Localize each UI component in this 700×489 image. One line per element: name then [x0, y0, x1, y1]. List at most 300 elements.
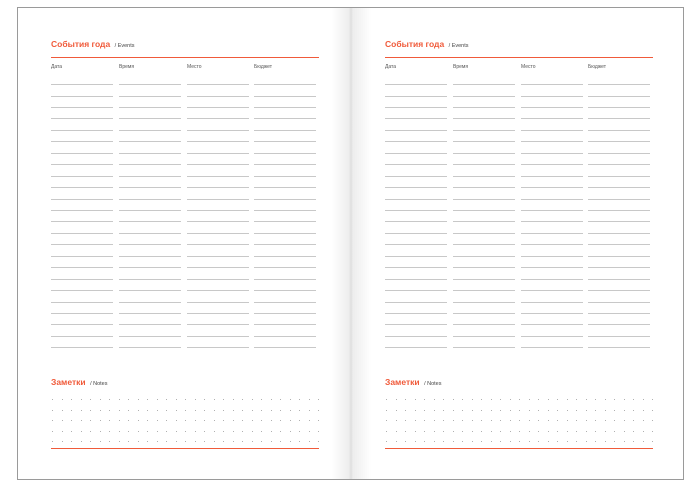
grid-dot [529, 420, 530, 421]
table-cell-line[interactable] [187, 118, 249, 119]
table-cell-line[interactable] [521, 347, 583, 348]
table-cell-line[interactable] [588, 96, 650, 97]
grid-dot [109, 441, 110, 442]
grid-dot [491, 431, 492, 432]
grid-dot [176, 410, 177, 411]
table-cell-line[interactable] [187, 199, 249, 200]
table-cell-line[interactable] [254, 164, 316, 165]
table-cell-line[interactable] [51, 256, 113, 257]
table-cell-line[interactable] [385, 336, 447, 337]
table-cell-line[interactable] [588, 221, 650, 222]
table-cell-line[interactable] [187, 233, 249, 234]
table-cell-line[interactable] [187, 153, 249, 154]
table-cell-line[interactable] [187, 336, 249, 337]
grid-dot [252, 399, 253, 400]
grid-dot [309, 410, 310, 411]
grid-dot [138, 441, 139, 442]
grid-dot [233, 420, 234, 421]
grid-dot [138, 431, 139, 432]
table-cell-line[interactable] [588, 118, 650, 119]
table-cell-line[interactable] [588, 324, 650, 325]
grid-dot [443, 420, 444, 421]
table-cell-line[interactable] [453, 141, 515, 142]
table-cell-line[interactable] [453, 347, 515, 348]
grid-dot [157, 420, 158, 421]
table-cell-line[interactable] [453, 336, 515, 337]
table-cell-line[interactable] [51, 210, 113, 211]
table-cell-line[interactable] [119, 267, 181, 268]
table-cell-line[interactable] [51, 347, 113, 348]
grid-dot [52, 431, 53, 432]
table-cell-line[interactable] [453, 233, 515, 234]
table-cell-line[interactable] [521, 336, 583, 337]
table-cell-line[interactable] [119, 96, 181, 97]
events-title: События года [385, 39, 445, 49]
table-cell-line[interactable] [521, 199, 583, 200]
table-cell-line[interactable] [588, 347, 650, 348]
table-cell-line[interactable] [453, 302, 515, 303]
table-cell-line[interactable] [385, 324, 447, 325]
table-cell-line[interactable] [51, 313, 113, 314]
table-cell-line[interactable] [119, 244, 181, 245]
left-page [51, 8, 321, 479]
grid-dot [586, 399, 587, 400]
table-cell-line[interactable] [119, 176, 181, 177]
table-cell-line[interactable] [453, 118, 515, 119]
grid-dot [100, 410, 101, 411]
grid-dot [280, 410, 281, 411]
table-cell-line[interactable] [187, 302, 249, 303]
table-cell-line[interactable] [254, 96, 316, 97]
table-cell-line[interactable] [453, 290, 515, 291]
table-cell-line[interactable] [187, 210, 249, 211]
table-cell-line[interactable] [385, 290, 447, 291]
table-cell-line[interactable] [119, 313, 181, 314]
grid-dot [100, 441, 101, 442]
table-cell-line[interactable] [254, 141, 316, 142]
table-cell-line[interactable] [119, 130, 181, 131]
grid-dot [576, 431, 577, 432]
table-cell-line[interactable] [187, 267, 249, 268]
table-cell-line[interactable] [588, 336, 650, 337]
grid-dot [214, 420, 215, 421]
table-cell-line[interactable] [521, 302, 583, 303]
grid-dot [166, 410, 167, 411]
table-cell-line[interactable] [119, 141, 181, 142]
table-cell-line[interactable] [254, 256, 316, 257]
table-cell-line[interactable] [119, 302, 181, 303]
column-header-budget: Бюджет [254, 64, 273, 70]
table-cell-line[interactable] [453, 107, 515, 108]
grid-dot [157, 410, 158, 411]
table-cell-line[interactable] [521, 256, 583, 257]
table-cell-line[interactable] [453, 176, 515, 177]
grid-dot [586, 410, 587, 411]
table-cell-line[interactable] [588, 176, 650, 177]
table-cell-line[interactable] [521, 153, 583, 154]
grid-dot [424, 399, 425, 400]
grid-dot [529, 399, 530, 400]
table-cell-line[interactable] [51, 267, 113, 268]
table-cell-line[interactable] [187, 347, 249, 348]
grid-dot [128, 399, 129, 400]
grid-dot [595, 441, 596, 442]
grid-dot [157, 399, 158, 400]
grid-dot [472, 410, 473, 411]
table-cell-line[interactable] [187, 164, 249, 165]
table-cell-line[interactable] [51, 290, 113, 291]
grid-dot [443, 431, 444, 432]
table-cell-line[interactable] [453, 153, 515, 154]
table-cell-line[interactable] [119, 290, 181, 291]
table-cell-line[interactable] [187, 141, 249, 142]
grid-dot [443, 410, 444, 411]
table-cell-line[interactable] [588, 141, 650, 142]
grid-dot [138, 420, 139, 421]
table-cell-line[interactable] [588, 130, 650, 131]
grid-dot [214, 410, 215, 411]
table-cell-line[interactable] [385, 210, 447, 211]
grid-dot [472, 420, 473, 421]
table-cell-line[interactable] [453, 96, 515, 97]
table-cell-line[interactable] [119, 233, 181, 234]
table-cell-line[interactable] [119, 118, 181, 119]
grid-dot [271, 399, 272, 400]
table-cell-line[interactable] [119, 347, 181, 348]
grid-dot [242, 399, 243, 400]
table-cell-line[interactable] [588, 187, 650, 188]
grid-dot [633, 410, 634, 411]
table-cell-line[interactable] [385, 199, 447, 200]
grid-dot [643, 410, 644, 411]
table-cell-line[interactable] [51, 130, 113, 131]
grid-dot [252, 410, 253, 411]
table-cell-line[interactable] [453, 164, 515, 165]
table-cell-line[interactable] [187, 279, 249, 280]
table-cell-line[interactable] [521, 221, 583, 222]
table-cell-line[interactable] [385, 141, 447, 142]
grid-dot [462, 410, 463, 411]
grid-dot [280, 420, 281, 421]
table-cell-line[interactable] [385, 96, 447, 97]
grid-dot [396, 410, 397, 411]
table-cell-line[interactable] [254, 118, 316, 119]
table-cell-line[interactable] [453, 221, 515, 222]
table-cell-line[interactable] [588, 107, 650, 108]
table-cell-line[interactable] [254, 313, 316, 314]
column-header-place: Место [521, 64, 536, 70]
table-cell-line[interactable] [521, 176, 583, 177]
table-cell-line[interactable] [588, 233, 650, 234]
table-cell-line[interactable] [51, 141, 113, 142]
grid-dot [271, 441, 272, 442]
grid-dot [396, 420, 397, 421]
table-cell-line[interactable] [588, 279, 650, 280]
table-cell-line[interactable] [453, 130, 515, 131]
table-cell-line[interactable] [521, 233, 583, 234]
table-cell-line[interactable] [521, 324, 583, 325]
events-rule [51, 57, 319, 58]
table-cell-line[interactable] [453, 279, 515, 280]
table-cell-line[interactable] [588, 84, 650, 85]
table-cell-line[interactable] [385, 187, 447, 188]
grid-dot [386, 410, 387, 411]
table-cell-line[interactable] [254, 176, 316, 177]
table-cell-line[interactable] [588, 210, 650, 211]
grid-dot [318, 399, 319, 400]
table-cell-line[interactable] [588, 290, 650, 291]
table-cell-line[interactable] [51, 233, 113, 234]
table-cell-line[interactable] [521, 290, 583, 291]
grid-dot [652, 441, 653, 442]
table-cell-line[interactable] [187, 176, 249, 177]
table-cell-line[interactable] [51, 107, 113, 108]
table-cell-line[interactable] [187, 313, 249, 314]
grid-dot [576, 399, 577, 400]
table-cell-line[interactable] [453, 84, 515, 85]
grid-dot [318, 420, 319, 421]
table-cell-line[interactable] [51, 84, 113, 85]
table-cell-line[interactable] [385, 267, 447, 268]
table-cell-line[interactable] [385, 107, 447, 108]
table-cell-line[interactable] [119, 210, 181, 211]
table-cell-line[interactable] [453, 244, 515, 245]
table-cell-line[interactable] [588, 267, 650, 268]
table-cell-line[interactable] [521, 141, 583, 142]
table-cell-line[interactable] [254, 290, 316, 291]
table-cell-line[interactable] [254, 221, 316, 222]
table-cell-line[interactable] [187, 107, 249, 108]
table-cell-line[interactable] [588, 199, 650, 200]
table-cell-line[interactable] [453, 313, 515, 314]
table-cell-line[interactable] [51, 118, 113, 119]
grid-dot [195, 399, 196, 400]
grid-dot [538, 431, 539, 432]
table-cell-line[interactable] [453, 187, 515, 188]
grid-dot [81, 431, 82, 432]
grid-dot [204, 431, 205, 432]
table-cell-line[interactable] [453, 256, 515, 257]
table-cell-line[interactable] [385, 256, 447, 257]
grid-dot [415, 420, 416, 421]
table-cell-line[interactable] [254, 279, 316, 280]
table-cell-line[interactable] [521, 164, 583, 165]
grid-dot [386, 399, 387, 400]
table-cell-line[interactable] [521, 107, 583, 108]
table-cell-line[interactable] [453, 267, 515, 268]
table-cell-line[interactable] [588, 153, 650, 154]
table-cell-line[interactable] [51, 176, 113, 177]
grid-dot [299, 410, 300, 411]
table-cell-line[interactable] [385, 347, 447, 348]
grid-dot [472, 399, 473, 400]
table-cell-line[interactable] [521, 187, 583, 188]
table-cell-line[interactable] [51, 324, 113, 325]
grid-dot [100, 431, 101, 432]
table-cell-line[interactable] [588, 302, 650, 303]
table-cell-line[interactable] [51, 221, 113, 222]
table-cell-line[interactable] [385, 118, 447, 119]
table-cell-line[interactable] [521, 84, 583, 85]
grid-dot [586, 441, 587, 442]
grid-dot [290, 441, 291, 442]
grid-dot [71, 431, 72, 432]
table-cell-line[interactable] [385, 153, 447, 154]
table-cell-line[interactable] [254, 267, 316, 268]
grid-dot [185, 420, 186, 421]
table-cell-line[interactable] [187, 290, 249, 291]
table-cell-line[interactable] [119, 199, 181, 200]
table-cell-line[interactable] [254, 233, 316, 234]
table-cell-line[interactable] [453, 210, 515, 211]
grid-dot [434, 420, 435, 421]
table-cell-line[interactable] [51, 153, 113, 154]
table-cell-line[interactable] [254, 187, 316, 188]
table-cell-line[interactable] [521, 313, 583, 314]
grid-dot [242, 441, 243, 442]
grid-dot [242, 420, 243, 421]
table-cell-line[interactable] [453, 324, 515, 325]
grid-dot [119, 399, 120, 400]
table-cell-line[interactable] [119, 153, 181, 154]
table-cell-line[interactable] [187, 324, 249, 325]
grid-dot [166, 420, 167, 421]
table-cell-line[interactable] [385, 313, 447, 314]
grid-dot [576, 441, 577, 442]
table-cell-line[interactable] [51, 336, 113, 337]
table-cell-line[interactable] [385, 130, 447, 131]
grid-dot [280, 431, 281, 432]
table-cell-line[interactable] [254, 347, 316, 348]
table-cell-line[interactable] [51, 96, 113, 97]
table-cell-line[interactable] [521, 118, 583, 119]
grid-dot [548, 441, 549, 442]
grid-dot [100, 420, 101, 421]
grid-dot [424, 410, 425, 411]
grid-dot [119, 410, 120, 411]
grid-dot [434, 431, 435, 432]
table-cell-line[interactable] [119, 221, 181, 222]
grid-dot [519, 441, 520, 442]
table-cell-line[interactable] [187, 187, 249, 188]
grid-dot [614, 431, 615, 432]
grid-dot [223, 420, 224, 421]
grid-dot [538, 420, 539, 421]
table-cell-line[interactable] [51, 187, 113, 188]
table-cell-line[interactable] [453, 199, 515, 200]
grid-dot [557, 441, 558, 442]
table-cell-line[interactable] [51, 199, 113, 200]
table-cell-line[interactable] [254, 302, 316, 303]
table-cell-line[interactable] [588, 256, 650, 257]
table-cell-line[interactable] [119, 164, 181, 165]
table-cell-line[interactable] [254, 153, 316, 154]
table-cell-line[interactable] [385, 279, 447, 280]
table-cell-line[interactable] [119, 324, 181, 325]
grid-dot [529, 431, 530, 432]
table-cell-line[interactable] [254, 199, 316, 200]
grid-dot [548, 410, 549, 411]
table-cell-line[interactable] [51, 244, 113, 245]
grid-dot [166, 431, 167, 432]
table-cell-line[interactable] [521, 244, 583, 245]
grid-dot [405, 410, 406, 411]
table-cell-line[interactable] [588, 313, 650, 314]
grid-dot [434, 410, 435, 411]
table-cell-line[interactable] [385, 84, 447, 85]
table-cell-line[interactable] [187, 130, 249, 131]
table-cell-line[interactable] [187, 96, 249, 97]
grid-dot [652, 431, 653, 432]
table-cell-line[interactable] [385, 233, 447, 234]
grid-dot [176, 420, 177, 421]
table-cell-line[interactable] [385, 221, 447, 222]
table-cell-line[interactable] [385, 176, 447, 177]
table-cell-line[interactable] [521, 279, 583, 280]
grid-dot [233, 410, 234, 411]
table-cell-line[interactable] [385, 244, 447, 245]
table-cell-line[interactable] [51, 302, 113, 303]
table-cell-line[interactable] [254, 244, 316, 245]
table-cell-line[interactable] [254, 336, 316, 337]
table-cell-line[interactable] [187, 256, 249, 257]
table-cell-line[interactable] [521, 96, 583, 97]
table-cell-line[interactable] [119, 256, 181, 257]
grid-dot [396, 431, 397, 432]
grid-dot [62, 431, 63, 432]
table-cell-line[interactable] [119, 336, 181, 337]
table-cell-line[interactable] [254, 107, 316, 108]
table-cell-line[interactable] [385, 302, 447, 303]
grid-dot [128, 420, 129, 421]
grid-dot [195, 410, 196, 411]
grid-dot [614, 410, 615, 411]
table-cell-line[interactable] [521, 210, 583, 211]
grid-dot [109, 410, 110, 411]
notes-bottom-rule [385, 448, 653, 449]
grid-dot [195, 431, 196, 432]
table-cell-line[interactable] [119, 107, 181, 108]
table-cell-line[interactable] [187, 84, 249, 85]
events-rule [385, 57, 653, 58]
table-cell-line[interactable] [51, 164, 113, 165]
table-cell-line[interactable] [119, 279, 181, 280]
grid-dot [176, 399, 177, 400]
grid-dot [261, 399, 262, 400]
table-cell-line[interactable] [254, 210, 316, 211]
grid-dot [576, 410, 577, 411]
table-cell-line[interactable] [119, 187, 181, 188]
events-subtitle: / Events [448, 43, 469, 49]
table-cell-line[interactable] [254, 84, 316, 85]
table-cell-line[interactable] [588, 164, 650, 165]
table-cell-line[interactable] [119, 84, 181, 85]
table-cell-line[interactable] [521, 267, 583, 268]
table-cell-line[interactable] [385, 164, 447, 165]
grid-dot [595, 399, 596, 400]
table-cell-line[interactable] [187, 221, 249, 222]
table-cell-line[interactable] [187, 244, 249, 245]
table-cell-line[interactable] [254, 130, 316, 131]
table-cell-line[interactable] [254, 324, 316, 325]
grid-dot [538, 399, 539, 400]
table-cell-line[interactable] [588, 244, 650, 245]
grid-dot [71, 420, 72, 421]
table-cell-line[interactable] [521, 130, 583, 131]
grid-dot [624, 399, 625, 400]
table-cell-line[interactable] [51, 279, 113, 280]
grid-dot [424, 441, 425, 442]
